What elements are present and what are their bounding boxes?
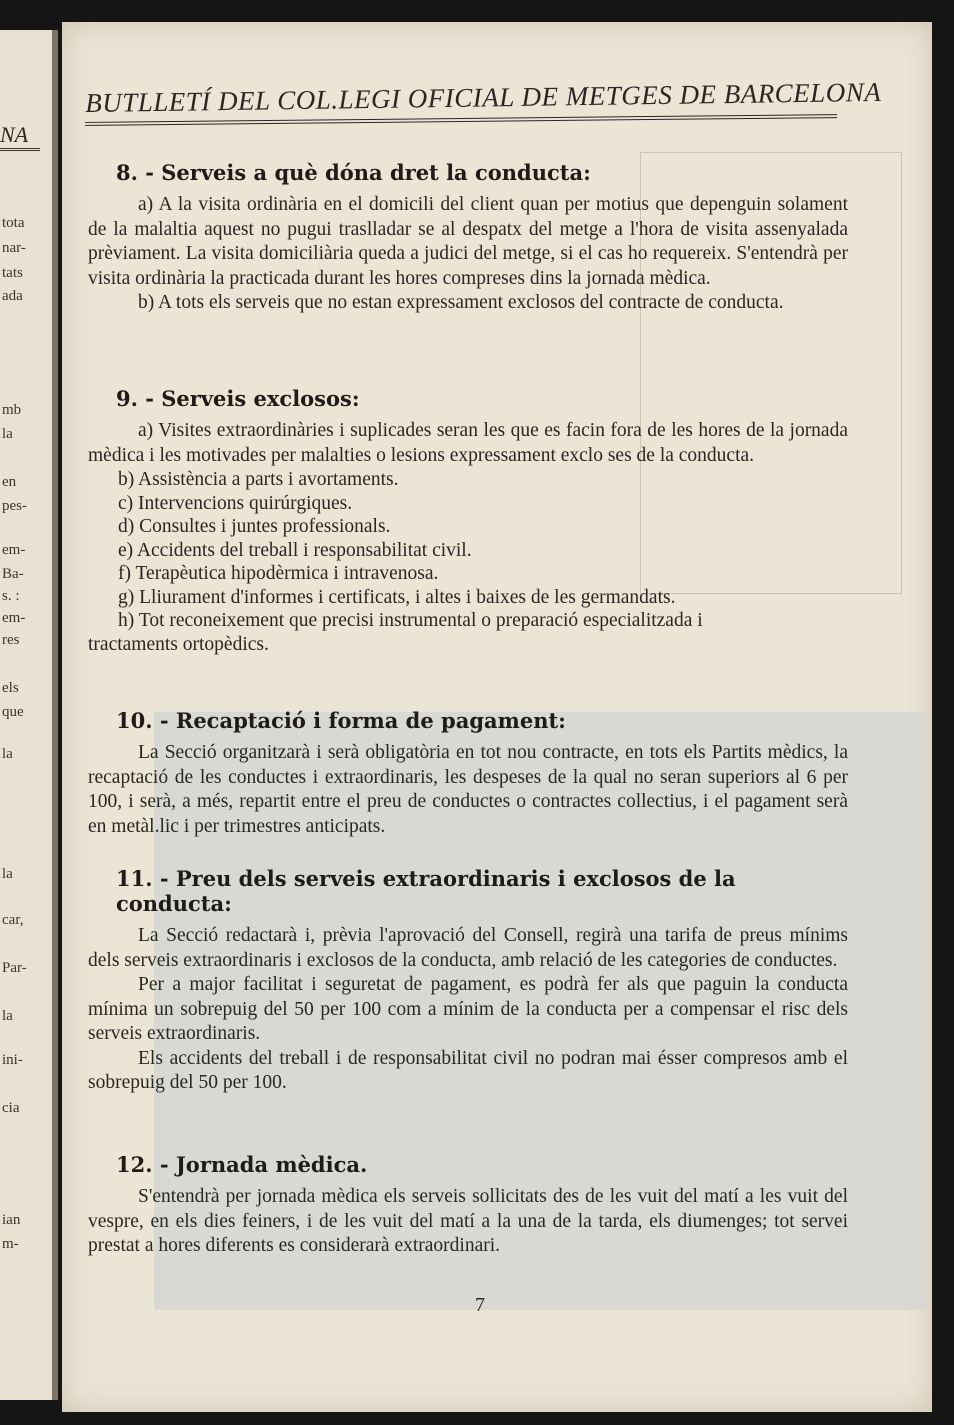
facing-page-header-fragment: NA	[0, 122, 29, 147]
list-item-continuation: tractaments ortopèdics.	[88, 633, 269, 655]
margin-fragment: que	[2, 704, 24, 720]
margin-fragment: la	[2, 1008, 13, 1024]
section-10	[88, 708, 848, 839]
paragraph: b) A tots els serveis que no estan expressament exclosos del contracte de conducta.	[138, 292, 784, 313]
margin-fragment: car,	[2, 912, 24, 928]
paragraph: Els accidents del treball i de responsabilitat civil no podran mai ésser compresos amb el sobrepuig del 50 per 100.	[88, 1047, 848, 1093]
paragraph: S'entendrà per jornada mèdica els serveis sollicitats des de les vuit del matí a les vuit del vespre, en els dies feiners, i de les vuit del matí a la una de la tarda, els diumenges; tot servei prestat a hores diferents es considerarà extraordinari.	[88, 1186, 848, 1256]
margin-fragment: Par-	[2, 960, 27, 976]
list-item: h) Tot reconeixement que precisi instrumental o preparació especialitzada i	[118, 610, 703, 631]
paragraph: La Secció redactarà i, prèvia l'aprovació del Consell, regirà una tarifa de preus mínims dels serveis extraordinaris i exclosos de la conducta, amb relació de les categories de conductes.	[88, 925, 848, 971]
margin-fragment: s. :	[2, 588, 20, 604]
section-title: 8. - Serveis a què dóna dret la conducta:	[116, 160, 591, 185]
margin-fragment: res	[2, 632, 20, 648]
section-title: 9. - Serveis exclosos:	[116, 386, 360, 411]
margin-fragment: els	[2, 680, 19, 696]
margin-fragment: ini-	[2, 1052, 23, 1068]
list-item: b) Assistència a parts i avortaments.	[118, 469, 399, 490]
margin-fragment: cia	[2, 1100, 20, 1116]
page-number: 7	[475, 1294, 485, 1316]
paragraph: a) A la visita ordinària en el domicili del client quan per motius que depenguin solament de la malaltia aquest no pugui traslladar se al despatx del metge a l'hora de visita assenyalada prèviament. La visita domiciliària queda a judici del metge, si el cas ho requereix. S'entendrà per visita ordinària la practicada durant les hores compreses dins la jornada mèdica.	[88, 194, 848, 289]
margin-fragment: em-	[2, 542, 26, 558]
list-item: f) Terapèutica hipodèrmica i intravenosa.	[118, 563, 439, 584]
section-9	[88, 386, 848, 656]
margin-fragment: la	[2, 866, 13, 882]
margin-fragment: m-	[2, 1236, 19, 1252]
facing-page-header-rule	[0, 148, 40, 151]
section-8	[88, 160, 848, 316]
list-item: c) Intervencions quirúrgiques.	[118, 492, 353, 514]
section-title: 10. - Recaptació i forma de pagament:	[116, 708, 566, 733]
margin-fragment: ian	[2, 1212, 21, 1228]
list-item: g) Lliurament d'informes i certificats, i altes i baixes de les germandats.	[118, 586, 676, 608]
margin-fragment: tats	[2, 265, 23, 281]
section-title: 12. - Jornada mèdica.	[116, 1152, 368, 1177]
margin-fragment: la	[2, 746, 13, 762]
paragraph: a) Visites extraordinàries i suplicades seran les que es facin fora de les hores de la jornada mèdica i les motivades per malalties o lesions expressament exclo ses de la conducta.	[88, 420, 848, 466]
section-11	[88, 866, 848, 1096]
margin-fragment: tota	[2, 215, 25, 231]
margin-fragment: Ba-	[2, 566, 24, 582]
section-title: 11. - Preu dels serveis extraordinaris i exclosos de la conducta:	[116, 866, 736, 916]
margin-fragment: em-	[2, 610, 26, 626]
paragraph: La Secció organitzarà i serà obligatòria en tot nou contracte, en tots els Partits mèdics, la recaptació de les conductes i extraordinaris, les despeses de la qual no seran superiors al 6 per 100, i serà, a més, repartit entre el preu de conductes o contractes collectius, i el pagament serà en metàl.lic i per trimestres anticipats.	[88, 742, 848, 837]
paragraph: Per a major facilitat i seguretat de pagament, es podrà fer als que paguin la conducta mínima un sobrepuig del 50 per 100 com a mínim de la conducta per a compensar el risc dels serveis extraordinaris.	[88, 974, 848, 1044]
margin-fragment: la	[2, 426, 13, 442]
list-item: e) Accidents del treball i responsabilitat civil.	[118, 539, 472, 561]
margin-fragment: en	[2, 474, 17, 490]
facing-page-edge	[0, 30, 58, 1400]
margin-fragment: ada	[2, 288, 23, 304]
margin-fragment: nar-	[2, 240, 26, 256]
margin-fragment: pes-	[2, 498, 27, 514]
margin-fragment: mb	[2, 402, 22, 418]
section-12	[88, 1152, 848, 1259]
list-item: d) Consultes i juntes professionals.	[118, 516, 391, 537]
running-header: BUTLLETÍ DEL COL.LEGI OFICIAL DE METGES DE BARCELONA	[85, 76, 882, 118]
